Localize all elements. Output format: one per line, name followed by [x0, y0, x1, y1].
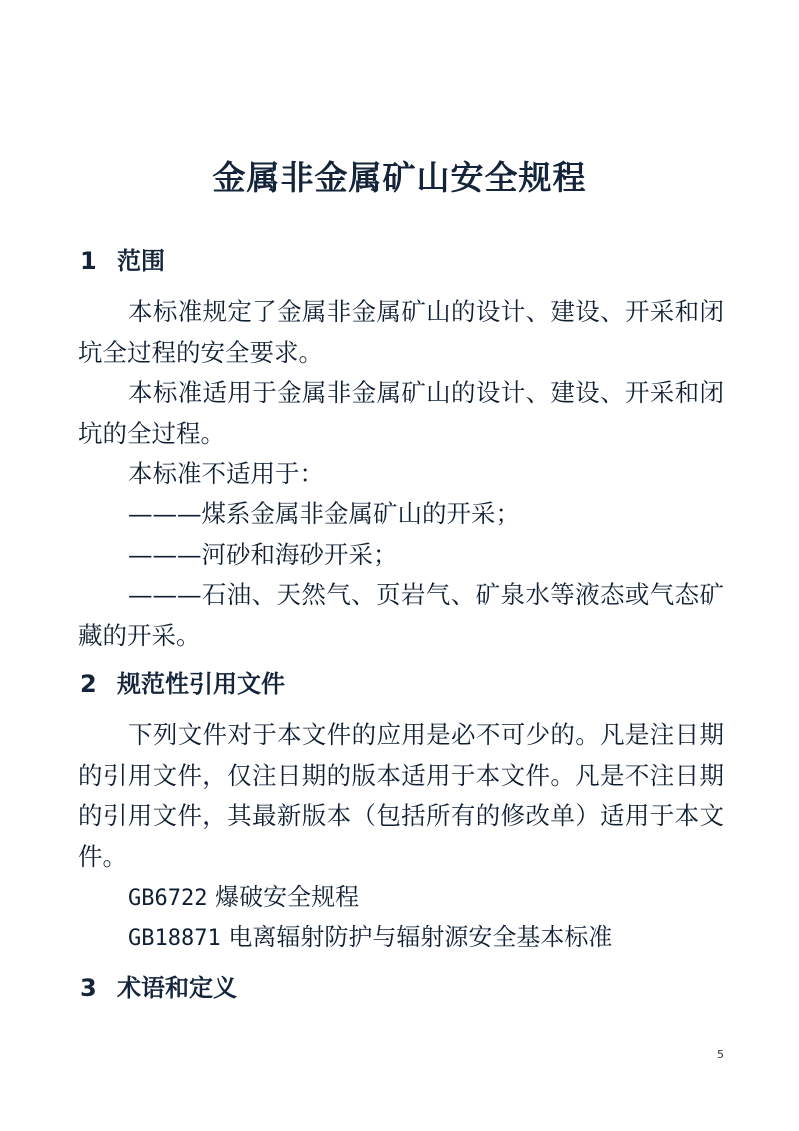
- paragraph: 本标准规定了金属非金属矿山的设计、建设、开采和闭坑全过程的安全要求。: [78, 297, 724, 367]
- section-title: 范围: [117, 247, 165, 275]
- document-title: 金属非金属矿山安全规程: [212, 158, 587, 197]
- reference-code: GB18871: [128, 926, 221, 951]
- section-number: 3: [80, 974, 97, 1002]
- reference-item: [128, 917, 612, 959]
- section-heading-scope: [80, 245, 165, 277]
- section-title: 规范性引用文件: [117, 670, 285, 698]
- list-item: ———河砂和海砂开采；: [128, 540, 398, 569]
- paragraph: 本标准适用于金属非金属矿山的设计、建设、开采和闭坑的全过程。: [78, 378, 724, 448]
- list-item: ———石油、天然气、页岩气、矿泉水等液态或气态矿藏的开采。: [78, 580, 724, 650]
- reference-name: 爆破安全规程: [215, 883, 360, 911]
- paragraph: 本标准不适用于：: [128, 459, 324, 488]
- paragraph: 下列文件对于本文件的应用是必不可少的。凡是注日期的引用文件，仅注日期的版本适用于本文件。凡是不注日期的引用文件，其最新版本（包括所有的修改单）适用于本文件。: [78, 720, 724, 871]
- list-item: ———煤系金属非金属矿山的开采；: [128, 499, 520, 528]
- section-heading-normative-references: [80, 668, 285, 700]
- page-number: 5: [717, 1048, 724, 1061]
- section-title: 术语和定义: [117, 974, 237, 1002]
- section-number: 1: [80, 247, 97, 275]
- section-number: 2: [80, 670, 97, 698]
- reference-item: [128, 877, 359, 919]
- reference-code: GB6722: [128, 886, 208, 911]
- reference-name: 电离辐射防护与辐射源安全基本标准: [228, 923, 613, 951]
- section-heading-terms-definitions: [80, 972, 237, 1004]
